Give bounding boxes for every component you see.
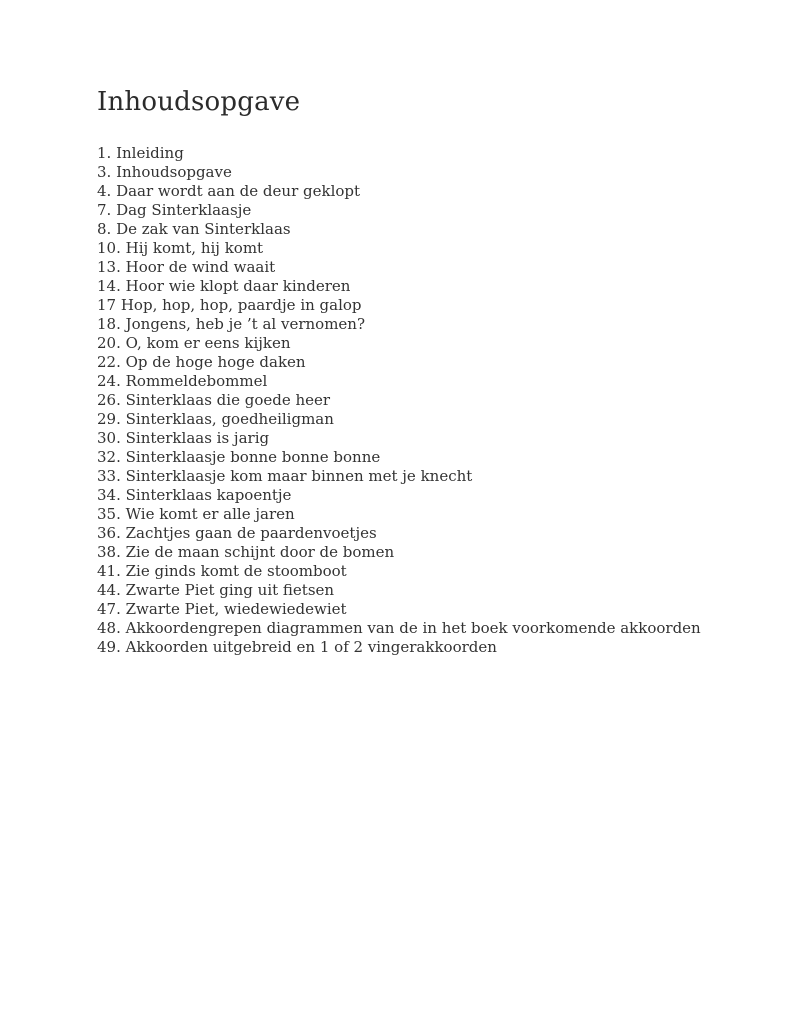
toc-entry: 13. Hoor de wind waait xyxy=(97,257,276,276)
toc-entry: 49. Akkoorden uitgebreid en 1 of 2 vingerakkoorden xyxy=(97,637,497,656)
toc-entry: 7. Dag Sinterklaasje xyxy=(97,200,252,219)
toc-entry: 35. Wie komt er alle jaren xyxy=(97,504,295,523)
toc-entry: 48. Akkoordengrepen diagrammen van de in het boek voorkomende akkoorden xyxy=(97,618,701,637)
table-of-contents xyxy=(97,144,731,657)
page-title: Inhoudsopgave xyxy=(97,87,301,117)
toc-entry: 20. O, kom er eens kijken xyxy=(97,333,291,352)
toc-entry: 47. Zwarte Piet, wiedewiedewiet xyxy=(97,599,347,618)
toc-entry: 32. Sinterklaasje bonne bonne bonne xyxy=(97,447,381,466)
toc-entry: 29. Sinterklaas, goedheiligman xyxy=(97,409,334,428)
toc-entry: 24. Rommeldebommel xyxy=(97,371,268,390)
toc-entry: 8. De zak van Sinterklaas xyxy=(97,219,291,238)
toc-entry: 4. Daar wordt aan de deur geklopt xyxy=(97,181,361,200)
toc-entry: 36. Zachtjes gaan de paardenvoetjes xyxy=(97,523,377,542)
toc-entry: 3. Inhoudsopgave xyxy=(97,162,232,181)
toc-entry: 10. Hij komt, hij komt xyxy=(97,238,264,257)
toc-entry: 1. Inleiding xyxy=(97,143,184,162)
toc-entry: 17 Hop, hop, hop, paardje in galop xyxy=(97,295,362,314)
toc-entry: 22. Op de hoge hoge daken xyxy=(97,352,306,371)
toc-entry: 30. Sinterklaas is jarig xyxy=(97,428,270,447)
toc-entry: 41. Zie ginds komt de stoomboot xyxy=(97,561,347,580)
toc-entry: 26. Sinterklaas die goede heer xyxy=(97,390,331,409)
toc-entry: 14. Hoor wie klopt daar kinderen xyxy=(97,276,351,295)
toc-entry: 44. Zwarte Piet ging uit fietsen xyxy=(97,580,335,599)
toc-entry: 18. Jongens, heb je ’t al vernomen? xyxy=(97,314,365,333)
toc-entry: 33. Sinterklaasje kom maar binnen met je knecht xyxy=(97,466,473,485)
toc-entry: 38. Zie de maan schijnt door de bomen xyxy=(97,542,395,561)
toc-entry: 34. Sinterklaas kapoentje xyxy=(97,485,292,504)
